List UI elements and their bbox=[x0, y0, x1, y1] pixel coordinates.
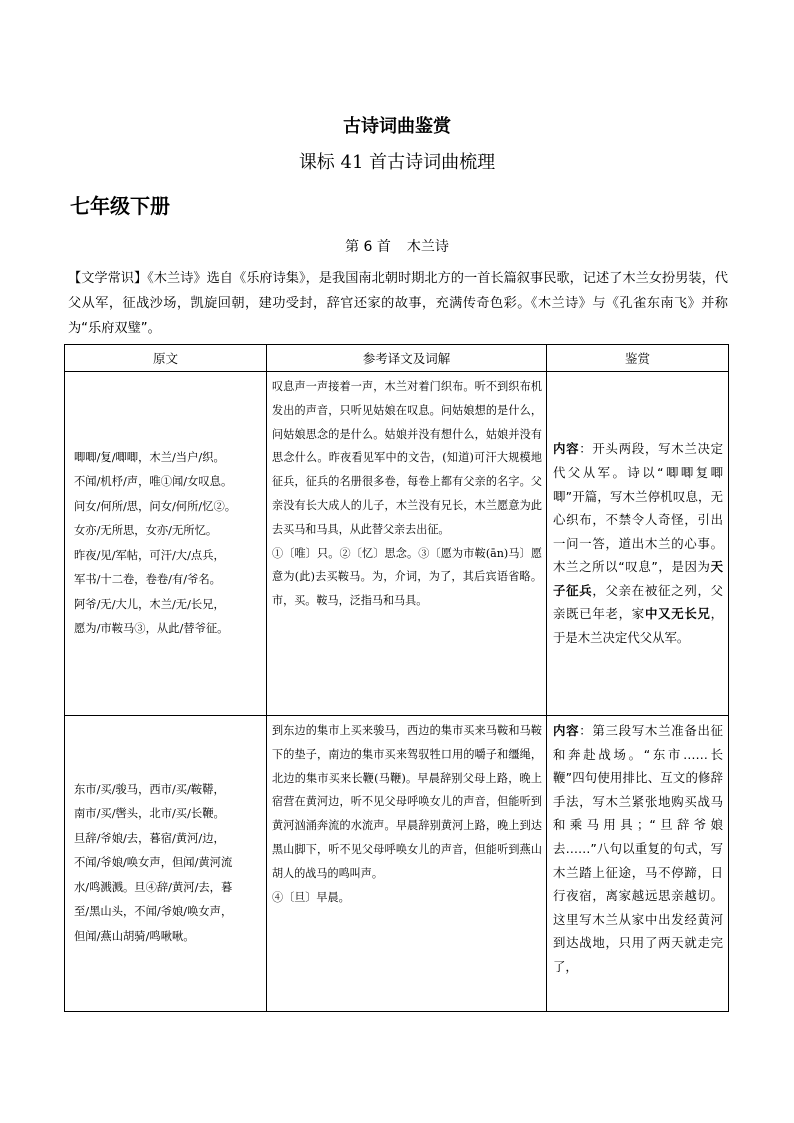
original-line: 愿为/市鞍马③，从此/替爷征。 bbox=[74, 622, 229, 635]
appreciation-text: ，于是木兰决定代父从军。 bbox=[553, 606, 724, 646]
poem-name: 木兰诗 bbox=[406, 239, 449, 255]
appreciation-emphasis: 中又无长兄 bbox=[644, 606, 711, 622]
original-line: 军书/十二卷，卷卷/有/爷名。 bbox=[74, 573, 221, 586]
table-row bbox=[65, 372, 729, 716]
header-appreciation: 鉴赏 bbox=[547, 345, 729, 372]
subtitle: 课标 41 首古诗词曲梳理 bbox=[298, 152, 496, 173]
word-notes: ④〔旦〕早晨。 bbox=[272, 890, 350, 904]
original-line: 南市/买/辔头，北市/买/长鞭。 bbox=[74, 807, 225, 821]
poem-title bbox=[0, 236, 794, 256]
translation-text: 叹息声一声接着一声，木兰对着门织布。听不到织布机发出的声音，只听见姑娘在叹息。问姑娘想的是什么，问姑娘思念的是什么。姑娘并没有想什么，姑娘并没有思念什么。昨夜看见军中的文告，(知道)可汗大规模地征兵，征兵的名册很多卷，每卷上都有父亲的名字。父亲没有长大成人的儿子，木兰没有兄长，木兰愿意为此去买马和马具，从此替父亲去出征。 bbox=[272, 380, 542, 536]
original-line: 问女/何所/思，问女/何所/忆②。 bbox=[74, 499, 237, 513]
original-line: 旦辞/爷娘/去，暮宿/黄河/边， bbox=[74, 831, 225, 845]
poem-table bbox=[64, 344, 729, 1012]
main-title: 古诗词曲鉴赏 bbox=[343, 116, 451, 137]
header-translation: 参考译文及词解 bbox=[267, 345, 547, 372]
appreciation-label: 内容 bbox=[553, 441, 580, 457]
grade-heading: 七年级下册 bbox=[70, 194, 170, 218]
appreciation-cell bbox=[547, 372, 729, 716]
original-line: 至/黑山头，不闻/爷娘/唤女声， bbox=[74, 905, 233, 919]
table-header-row bbox=[65, 345, 729, 372]
original-line: 唧唧/复/唧唧，木兰/当户/织。 bbox=[74, 450, 225, 464]
translation-cell bbox=[267, 372, 547, 716]
appreciation-text: ：第三段写木兰准备出征和奔赴战场。“东市……长鞭”四句使用排比、互文的修辞手法，写木兰紧张地购买战马和乘马用具；“旦辞爷娘去……”八句以重复的句式，写木兰踏上征途，马不停蹄，日行夜宿，离家越远思亲越切。这里写木兰从家中出发经黄河到达战地，只用了两天就走完了， bbox=[553, 723, 724, 974]
table-row bbox=[65, 716, 729, 1012]
translation-cell bbox=[267, 716, 547, 1012]
appreciation-emphasis: 天子征兵 bbox=[553, 559, 723, 598]
original-line: 东市/买/骏马，西市/买/鞍鞯， bbox=[74, 782, 225, 796]
translation-text: 到东边的集市上买来骏马，西边的集市买来马鞍和马鞍下的垫子，南边的集市买来驾驭牲口用的嚼子和缰绳，北边的集市买来长鞭(马鞭)。早晨辞别父母上路，晚上宿营在黄河边，听不见父母呼唤女儿的声音，但能听到黄河汹涌奔流的水流声。早晨辞别黄河上路，晚上到达黑山脚下，听不见父母呼唤女儿的声音，但能听到燕山胡人的战马的鸣叫声。 bbox=[272, 724, 542, 880]
original-text-cell bbox=[65, 372, 267, 716]
appreciation-text: ，父亲在被征之列，父亲既已年老，家 bbox=[553, 582, 724, 622]
literary-knowledge: 【文学常识】《木兰诗》选自《乐府诗集》，是我国南北朝时期北方的一首长篇叙事民歌，记述了木兰女扮男装，代父从军，征战沙场，凯旋回朝，建功受封，辞官还家的故事，充满传奇色彩。《木兰诗》与《孔雀东南飞》并称为“乐府双璧”。 bbox=[68, 271, 728, 336]
appreciation-text: ：开头两段，写木兰决定代父从军。诗以“唧唧复唧唧”开篇，写木兰停机叹息，无心织布，不禁令人奇怪，引出一问一答，道出木兰的心事。木兰之所以“叹息”，是因为 bbox=[553, 441, 724, 575]
word-notes: ①〔唯〕只。②〔忆〕思念。③〔愿为市鞍(ān)马〕愿意为(此)去买鞍马。为，介词，为了，其后宾语省略。市，买。鞍马，泛指马和马具。 bbox=[272, 546, 542, 608]
original-line: 昨夜/见/军帖，可汗/大/点兵， bbox=[74, 548, 225, 562]
original-line: 阿爷/无/大儿，木兰/无/长兄， bbox=[74, 597, 225, 611]
header-original: 原文 bbox=[65, 345, 267, 372]
original-text-cell bbox=[65, 716, 267, 1012]
appreciation-label: 内容 bbox=[553, 723, 580, 738]
appreciation-cell bbox=[547, 716, 729, 1012]
original-line: 水/鸣溅溅。旦④辞/黄河/去，暮 bbox=[74, 880, 233, 894]
original-line: 女亦/无所思，女亦/无所忆。 bbox=[74, 524, 218, 537]
original-line: 不闻/爷娘/唤女声，但闻/黄河流 bbox=[74, 856, 233, 870]
poem-number: 第 6 首 bbox=[345, 239, 391, 255]
original-line: 但闻/燕山胡骑/鸣啾啾。 bbox=[74, 929, 195, 943]
original-line: 不闻/机杼/声，唯①闻/女叹息。 bbox=[74, 475, 233, 488]
